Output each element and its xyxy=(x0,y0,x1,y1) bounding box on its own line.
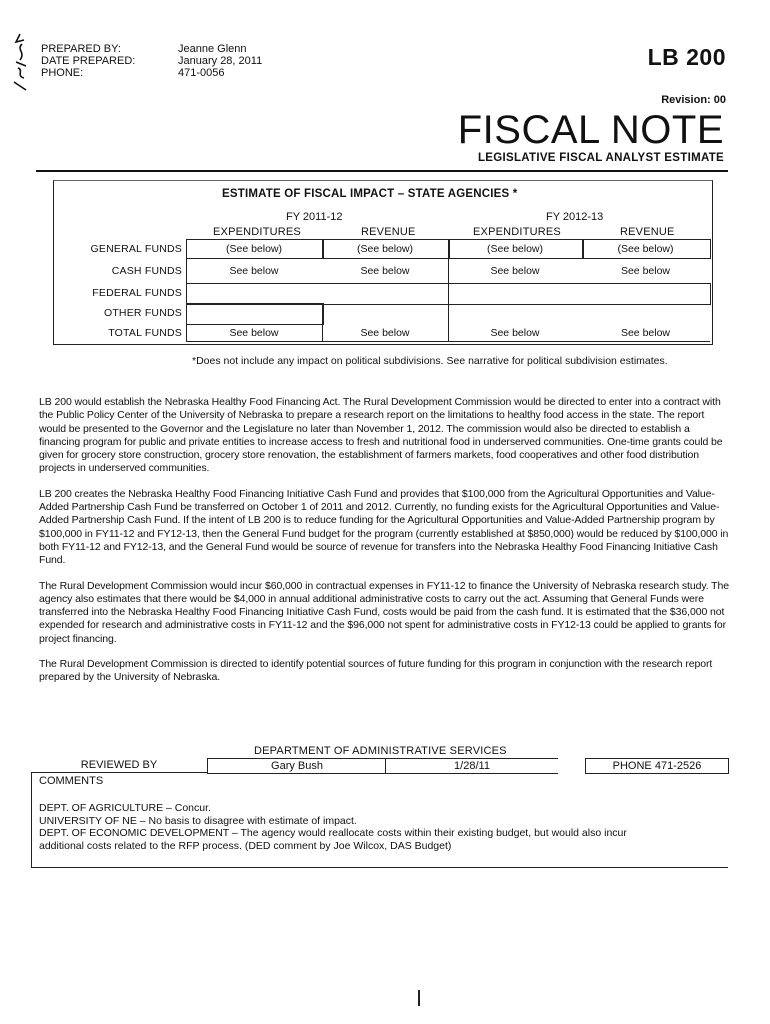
comments-list xyxy=(39,802,725,852)
cell-cash-rev-fy2: See below xyxy=(620,265,671,277)
review-row xyxy=(31,758,727,772)
cell-general-rev-fy2: (See below) xyxy=(617,243,674,255)
page-title: FISCAL NOTE xyxy=(457,108,724,152)
prepared-by-value: Jeanne Glenn xyxy=(178,43,247,55)
phone-value: 471-0056 xyxy=(178,67,225,79)
row-label-federal-funds: FEDERAL FUNDS xyxy=(92,287,182,299)
fy2-revenue-header: REVENUE xyxy=(620,226,675,238)
date-prepared-value: January 28, 2011 xyxy=(178,55,263,67)
cell-total-rev-fy2: See below xyxy=(620,327,671,339)
fy2-expenditures-header: EXPENDITURES xyxy=(473,226,561,238)
cell-cash-exp-fy1: See below xyxy=(229,265,279,277)
page-subtitle: LEGISLATIVE FISCAL ANALYST ESTIMATE xyxy=(477,152,724,164)
estimate-heading: ESTIMATE OF FISCAL IMPACT – STATE AGENCIES * xyxy=(222,188,518,200)
prepared-by-label: PREPARED BY: xyxy=(41,43,121,55)
cell-total-rev-fy1: See below xyxy=(360,327,410,339)
comments-label: COMMENTS xyxy=(39,775,104,787)
cell-general-exp-fy1: (See below) xyxy=(225,243,283,255)
handwritten-initials xyxy=(6,30,36,94)
cell-general-exp-fy2: (See below) xyxy=(486,243,544,255)
fy1-revenue-header: REVENUE xyxy=(361,226,416,238)
date-prepared-label: DATE PREPARED: xyxy=(41,55,136,67)
narrative xyxy=(39,396,731,697)
comment-line: UNIVERSITY OF NE – No basis to disagree with estimate of impact. xyxy=(39,814,357,827)
narrative-paragraph: LB 200 would establish the Nebraska Healthy Food Financing Act. The Rural Development Commission would be directed to enter into a contract with the Public Policy Center of the University of Nebraska to prepare a research report on the limitations to healthy food access in the state. The report would be presented to the Governor and the Legislature no later than November 1, 2012. The commission would also be directed to establish a financing program for public and private entities to increase access to fresh and nutritional food in underserved communities. One-time grants could be given for grocery store construction, grocery store renovation, the establishment of farmers markets, food cooperatives and other food distribution projects in underserved communities. xyxy=(39,396,723,475)
cell-cash-rev-fy1: See below xyxy=(360,265,410,277)
cell-cash-exp-fy2: See below xyxy=(490,265,540,277)
narrative-paragraph: The Rural Development Commission is directed to identify potential sources of future funding for this program in conjunction with the research report prepared by the University of Nebraska. xyxy=(39,658,713,684)
reviewed-by-label: REVIEWED BY xyxy=(31,758,207,773)
header-divider xyxy=(36,170,728,172)
review-phone: PHONE 471-2526 xyxy=(585,758,729,774)
comment-line: DEPT. OF ECONOMIC DEVELOPMENT – The agency would reallocate costs within their existing budget, but would also incur xyxy=(39,827,627,839)
estimate-footnote: *Does not include any impact on political subdivisions. See narrative for political subdivision estimates. xyxy=(192,355,668,367)
review-date: 1/28/11 xyxy=(385,758,558,774)
prepared-labels xyxy=(41,43,135,79)
bill-number: LB 200 xyxy=(647,44,726,70)
phone-label: PHONE: xyxy=(41,67,84,79)
page-mark xyxy=(418,990,420,1006)
fy1-label: FY 2011-12 xyxy=(286,211,343,223)
reviewer-name: Gary Bush xyxy=(207,758,386,774)
revision: Revision: 00 xyxy=(661,94,726,106)
cell-general-rev-fy1: (See below) xyxy=(356,243,414,255)
cell-total-exp-fy2: See below xyxy=(490,327,540,339)
das-heading: DEPARTMENT OF ADMINISTRATIVE SERVICES xyxy=(254,745,507,757)
row-label-total-funds: TOTAL FUNDS xyxy=(108,327,182,339)
row-label-other-funds: OTHER FUNDS xyxy=(103,307,182,319)
grid-cell xyxy=(186,303,324,325)
comment-line: additional costs related to the RFP process. (DED comment by Joe Wilcox, DAS Budget) xyxy=(39,839,452,852)
prepared-values xyxy=(178,43,262,79)
row-label-general-funds: GENERAL FUNDS xyxy=(90,243,182,255)
narrative-paragraph: LB 200 creates the Nebraska Healthy Food Financing Initiative Cash Fund and provides that $100,000 from the Agricultural Opportunities and Value-Added Partnership Cash Fund be transferred on October 1 of 2011 and 2012. Currently, no funding exists for the Agricultural Opportunities and Value-Added Partnership Cash Fund. If the intent of LB 200 is to reduce funding for the Agricultural Opportunities and Value-Added Partnership program by $100,000 in FY11-12 and FY12-13, then the General Fund budget for the program (currently established at $850,000) would be reduced by $100,000 in both FY11-12 and FY12-13, and the General Fund would be source of revenue for transfers into the Nebraska Healthy Food Financing Initiative Cash Fund. xyxy=(39,487,729,567)
comment-line: DEPT. OF AGRICULTURE – Concur. xyxy=(39,802,211,814)
fy2-label: FY 2012-13 xyxy=(546,211,604,223)
row-label-cash-funds: CASH FUNDS xyxy=(111,265,182,277)
narrative-paragraph: The Rural Development Commission would incur $60,000 in contractual expenses in FY11-12 to finance the University of Nebraska research study. The agency also estimates that there would be $4,000 in annual additional administrative costs to carry out the act. Assuming that General Funds were transferred into the Nebraska Healthy Food Financing Initiative Cash Fund, costs would be paid from the cash fund. It is estimated that the $36,000 not expended for research and administrative costs in FY11-12 and the $96,000 not spent for administrative costs in FY12-13 could be applied to grants for project financing. xyxy=(39,579,729,645)
fy1-expenditures-header: EXPENDITURES xyxy=(213,226,301,238)
cell-total-exp-fy1: See below xyxy=(229,327,279,339)
